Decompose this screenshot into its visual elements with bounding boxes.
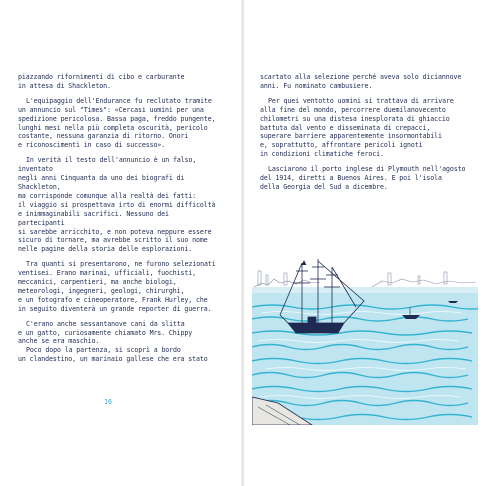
paragraph: Tra quanti si presentarono, ne furono selezionati ventisei. Erano marinai, ufficiali, fuochisti, meccanici, carpentieri, ma anche biologi, meteorologi, ingegneri, geologi, chirurghi, e un fotografo e cineoperatore, Frank Hurley, che in seguito diventerà un grande reporter di guerra. — [18, 260, 216, 313]
paragraph: piazzando rifornimenti di cibo e carburante in attesa di Shackleton. — [18, 73, 185, 90]
paragraph: C'erano anche sessantanove cani da slitta e un gatto, curiosamente chiamato Mrs. Chippy anche se era maschio. — [18, 319, 193, 346]
paragraph: In verità il testo dell'annuncio è un falso, inventato negli anni Cinquanta da uno dei biografi di Shackleton, ma corrisponde comunque alla realtà dei fatti: il viaggio si prospettava irto di enormi difficoltà e inimmaginabili sacrifici. Nessuno dei partecipanti si sarebbe arricchito, e non poteva neppure essere sicuro di tornare, ma avrebbe scritto il suo nome nelle pagine della storia delle esplorazioni. — [18, 156, 216, 254]
right-page — [244, 0, 486, 486]
paragraph: Lasciarono il porto inglese di Plymouth nell'agosto del 1914, diretti a Buenos Aires. E poi l'isola della Georgia del Sud a dicembre. — [260, 165, 466, 191]
left-page — [0, 0, 242, 486]
ship-harbor-illustration — [252, 257, 478, 425]
paragraph: scartato alla selezione perché aveva solo diciannove anni. Fu nominato cambusiere. — [260, 73, 462, 90]
right-text-column — [260, 73, 472, 198]
paragraph: Per quei ventotto uomini si trattava di arrivare alla fine del mondo, percorrere duemilanovecento chilometri su una distesa inesplorata di ghiaccio battuta dal vento e disseminata di crepacci, superare barriere apparentemente insormontabili e, soprattutto, affrontare pericoli ignoti in condizioni climatiche feroci. — [260, 96, 454, 159]
town-skyline — [254, 271, 476, 287]
paragraph: Poco dopo la partenza, si scoprì a bordo un clandestino, un marinaio gallese che era stato — [18, 346, 208, 364]
page-number: 16 — [104, 398, 112, 406]
paragraph: L'equipaggio dell'Endurance fu reclutato tramite un annuncio sul "Times": «Cercasi uomini per una spedizione pericolosa. Bassa paga, freddo pungente, lunghi mesi nella più completa oscurità, pericolo costante, nessuna garanzia di ritorno. Onori e riconoscimenti in caso di successo». — [18, 96, 216, 150]
left-text-column — [18, 73, 218, 370]
